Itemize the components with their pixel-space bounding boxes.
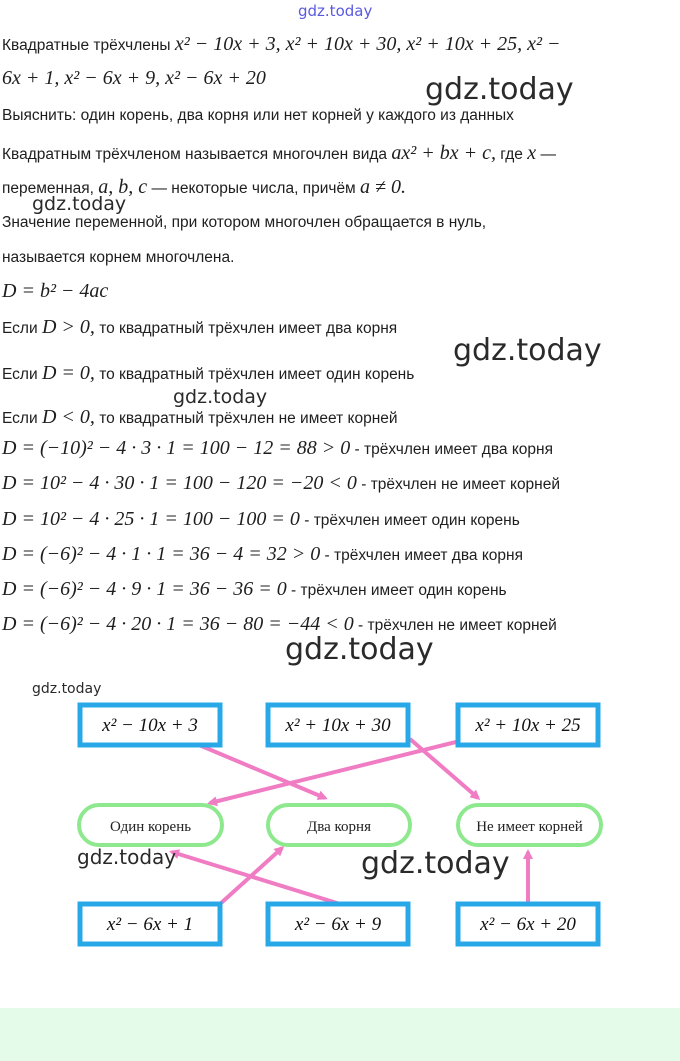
watermark: gdz.today [77, 845, 177, 869]
discriminant-formula: D = b² − 4ac [2, 280, 109, 302]
solution-verdict: - трёхчлен не имеет корней [353, 617, 557, 634]
category-pill [79, 805, 222, 845]
rule-condition: D < 0, [41, 406, 95, 428]
rule-two-roots [2, 316, 397, 339]
solution-verdict: - трёхчлен имеет один корень [299, 512, 520, 529]
solution-line [2, 508, 520, 531]
matching-diagram [0, 690, 680, 960]
if-word: Если [2, 320, 42, 337]
rule-condition: D = 0, [41, 362, 95, 384]
category-pill-label: Два корня [307, 819, 371, 835]
task-question: Выяснить: один корень, два корня или нет корней у каждого из данных [2, 107, 514, 124]
rule-condition: D > 0, [41, 316, 95, 338]
watermark: gdz.today [173, 386, 268, 408]
category-pill [268, 805, 410, 845]
coefficients: a, b, c [98, 176, 148, 198]
polynomial-box [268, 904, 408, 944]
if-word: Если [2, 366, 42, 383]
rule-text: то квадратный трёхчлен не имеет корней [94, 410, 398, 427]
task-polynomials-2: 6x + 1, x² − 6x + 9, x² − 6x + 20 [2, 67, 266, 89]
definition-line-1 [2, 142, 556, 165]
rule-one-root [2, 362, 414, 385]
definition-dash: — [536, 146, 556, 163]
arrow-top2-to-none [410, 739, 478, 798]
watermark: gdz.today [32, 681, 102, 697]
watermark: gdz.today [285, 632, 434, 667]
watermark-top[interactable]: gdz.today [298, 2, 373, 20]
solution-line [2, 437, 553, 460]
polynomial-box [458, 705, 598, 745]
watermark: gdz.today [453, 333, 602, 368]
polynomial-box [80, 904, 220, 944]
root-definition-1: Значение переменной, при котором многочлен обращается в нуль, [2, 214, 487, 231]
solution-verdict: - трёхчлен имеет один корень [286, 582, 507, 599]
polynomial-box [268, 705, 408, 745]
task-polynomials-1: x² − 10x + 3, x² + 10x + 30, x² + 10x + 25, x² − [174, 33, 561, 55]
variable-x: x [527, 142, 537, 164]
task-intro: Квадратные трёхчлены [2, 37, 175, 54]
solution-formula: D = (−6)² − 4 · 1 · 1 = 36 − 4 = 32 > 0 [2, 543, 321, 565]
task-line-2 [2, 67, 266, 90]
arrow-bottom2-to-one [172, 852, 340, 904]
polynomial-box-label: x² − 10x + 3 [102, 715, 198, 736]
solution-formula: D = 10² − 4 · 30 · 1 = 100 − 120 = −20 < 0 [2, 472, 357, 494]
solution-line [2, 578, 507, 601]
category-pill-label: Не имеет корней [476, 819, 583, 835]
solution-line [2, 613, 557, 636]
polynomial-box-label: x² + 10x + 30 [285, 715, 391, 736]
rule-no-roots [2, 406, 398, 429]
solution-line [2, 543, 523, 566]
definition-text-3: переменная, [2, 180, 99, 197]
task-line-1 [2, 33, 561, 56]
rule-text: то квадратный трёхчлен имеет два корня [94, 320, 398, 337]
footer-band [0, 1008, 680, 1061]
if-word: Если [2, 410, 42, 427]
watermark: gdz.today [32, 193, 127, 215]
solution-formula: D = (−6)² − 4 · 20 · 1 = 36 − 80 = −44 < 0 [2, 613, 354, 635]
definition-text: Квадратным трёхчленом называется многочлен вида [2, 146, 392, 163]
root-definition-2: называется корнем многочлена. [2, 249, 235, 266]
polynomial-box-label: x² − 6x + 9 [294, 914, 382, 935]
solution-verdict: - трёхчлен не имеет корней [356, 476, 561, 493]
polynomial-box [80, 705, 220, 745]
solution-line [2, 472, 560, 495]
polynomial-box-label: x² + 10x + 25 [475, 715, 581, 736]
solution-formula: D = (−6)² − 4 · 9 · 1 = 36 − 36 = 0 [2, 578, 287, 600]
polynomial-box [458, 904, 598, 944]
watermark: gdz.today [361, 846, 510, 881]
polynomial-box-label: x² − 6x + 20 [480, 914, 576, 935]
definition-text-2: где [496, 146, 528, 163]
watermark: gdz.today [425, 72, 574, 107]
solution-formula: D = (−10)² − 4 · 3 · 1 = 100 − 12 = 88 > 0 [2, 437, 351, 459]
a-not-zero: a ≠ 0. [360, 176, 407, 198]
solution-verdict: - трёхчлен имеет два корня [320, 547, 523, 564]
polynomial-box-label: x² − 6x + 1 [106, 914, 194, 935]
category-pill-label: Один корень [109, 819, 192, 835]
definition-formula: ax² + bx + c, [391, 142, 496, 164]
rule-text: то квадратный трёхчлен имеет один корень [94, 366, 415, 383]
definition-text-4: — некоторые числа, причём [147, 180, 361, 197]
solution-formula: D = 10² − 4 · 25 · 1 = 100 − 100 = 0 [2, 508, 300, 530]
solution-verdict: - трёхчлен имеет два корня [350, 441, 553, 458]
category-pill [458, 805, 601, 845]
